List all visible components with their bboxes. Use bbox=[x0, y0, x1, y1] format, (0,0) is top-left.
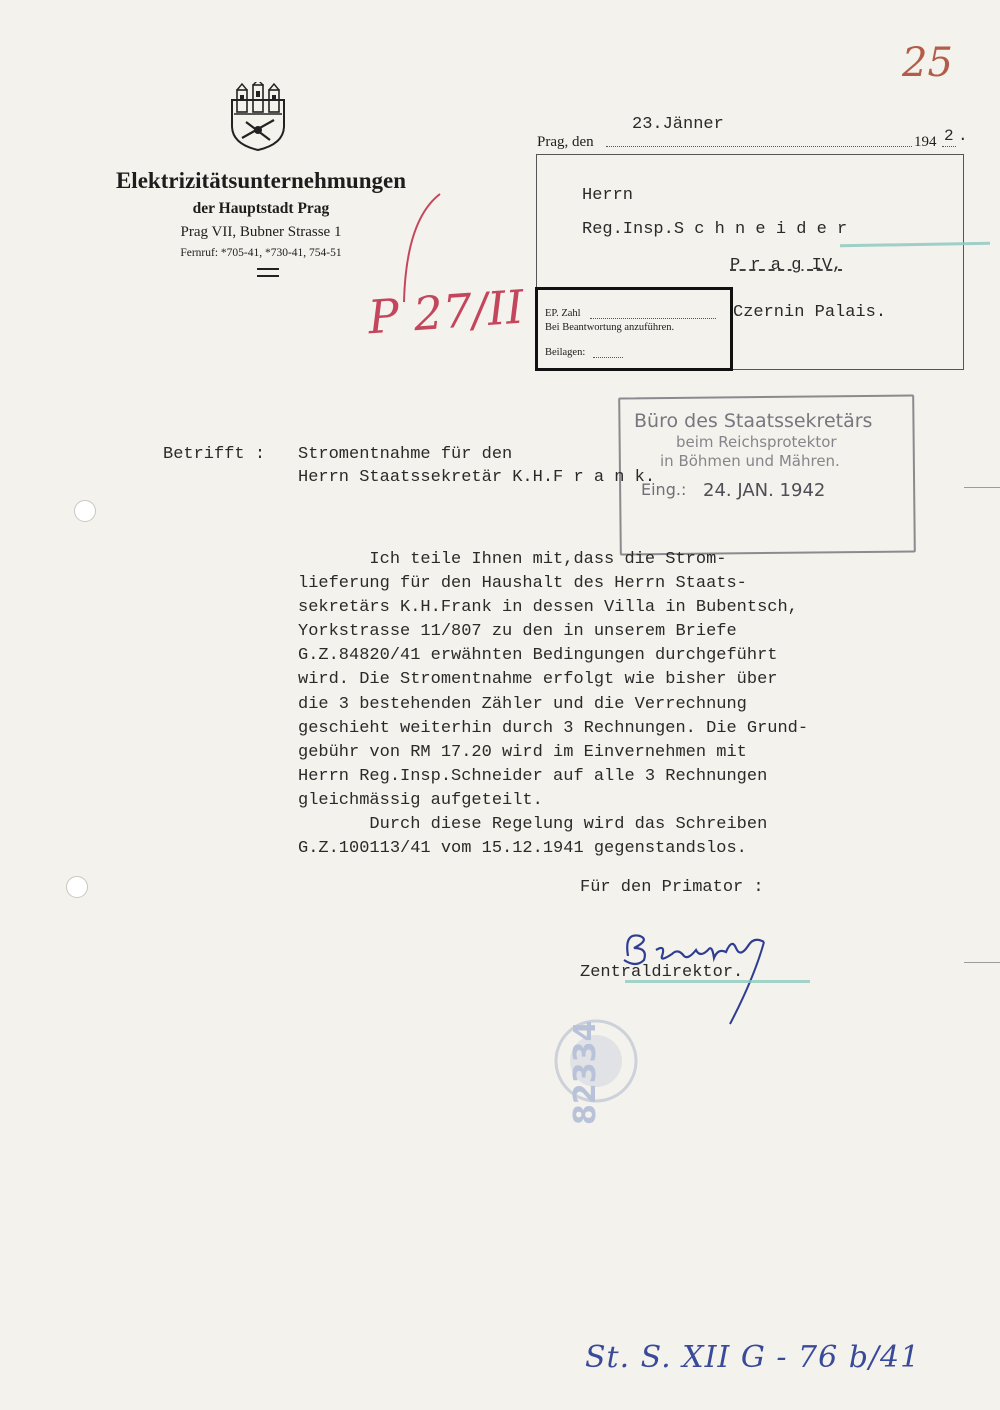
recipient-name: Reg.Insp.S c h n e i d e r bbox=[582, 220, 848, 239]
enclosures-dotted-line bbox=[593, 357, 623, 358]
red-pencil-stroke bbox=[396, 190, 446, 310]
page-number-annotation: 25 bbox=[902, 40, 953, 86]
stamp-office-line: Büro des Staatssekretärs bbox=[634, 410, 873, 432]
date-year-suffix: 2 bbox=[944, 127, 954, 145]
date-year-prefix: 194 bbox=[914, 134, 937, 150]
date-year-dot: . bbox=[958, 127, 968, 145]
edge-fold-mark bbox=[964, 962, 1000, 963]
letter-body: Ich teile Ihnen mit,dass die Strom- lieferung für den Haushalt des Herrn Staats- sekretärs K.H.Frank in dessen Villa in Bubentsch, Yorkstrasse 11/807 zu den in unserem Briefe G.Z.84820/41 erwähnten Bedingungen durchgeführt wird. Die Stromentnahme erfolgt wie bisher über die 3 bestehenden Zähler und die Verrechnung geschieht weiterhin durch 3 Rechnungen. Die Grund- gebühr von RM 17.20 wird im Einvernehmen mit Herrn Reg.Insp.Schneider auf alle 3 Rechnungen gleichmässig aufgeteilt. Durch diese Regelung wird das Schreiben G.Z.100113/41 vom 15.12.1941 gegenstandslos. bbox=[298, 550, 809, 859]
punch-hole-bottom bbox=[66, 876, 88, 898]
subject-line-2: Herrn Staatssekretär K.H.F r a n k. bbox=[298, 468, 656, 487]
bottom-file-reference: St. S. XII G - 76 b/41 bbox=[585, 1340, 921, 1375]
signature-greeting: Für den Primator : bbox=[580, 878, 764, 897]
letterhead-double-rule bbox=[257, 268, 279, 277]
stamp-received-label: Eing.: bbox=[641, 480, 687, 499]
date-day-month: 23.Jänner bbox=[632, 115, 724, 134]
recipient-salutation: Herrn bbox=[582, 186, 634, 205]
edge-fold-mark bbox=[964, 487, 1000, 488]
stamp-region-line: in Böhmen und Mähren. bbox=[660, 452, 840, 470]
faded-stamped-number: 82334 bbox=[568, 1020, 603, 1125]
recipient-building: Czernin Palais. bbox=[733, 303, 887, 322]
subject-label: Betrifft : bbox=[163, 445, 266, 464]
organisation-address: Prag VII, Bubner Strasse 1 bbox=[180, 224, 342, 240]
enclosures-label: Beilagen: bbox=[545, 347, 586, 358]
punch-hole-top bbox=[74, 500, 96, 522]
stamp-received-date: 24. JAN. 1942 bbox=[703, 480, 826, 501]
date-dotted-line bbox=[606, 146, 912, 147]
red-pencil-annotation: P 27/II bbox=[366, 279, 526, 345]
coat-of-arms-icon bbox=[228, 82, 288, 152]
ep-number-dotted-line bbox=[590, 318, 716, 319]
date-prefix: Prag, den bbox=[537, 134, 594, 150]
organisation-city: der Hauptstadt Prag bbox=[192, 200, 330, 217]
organisation-name: Elektrizitätsunternehmungen bbox=[115, 168, 407, 193]
organisation-phone: Fernruf: *705-41, *730-41, 754-51 bbox=[180, 247, 342, 259]
year-dotted-line bbox=[942, 146, 956, 147]
recipient-city: P r a g IV, bbox=[730, 256, 843, 275]
ep-number-label: EP. Zahl bbox=[545, 308, 581, 319]
stamp-protector-line: beim Reichsprotektor bbox=[676, 433, 837, 451]
ep-reply-note: Bei Beantwortung anzuführen. bbox=[545, 322, 675, 333]
subject-line-1: Stromentnahme für den bbox=[298, 445, 513, 464]
signatory-title: Zentraldirektor. bbox=[580, 963, 744, 982]
